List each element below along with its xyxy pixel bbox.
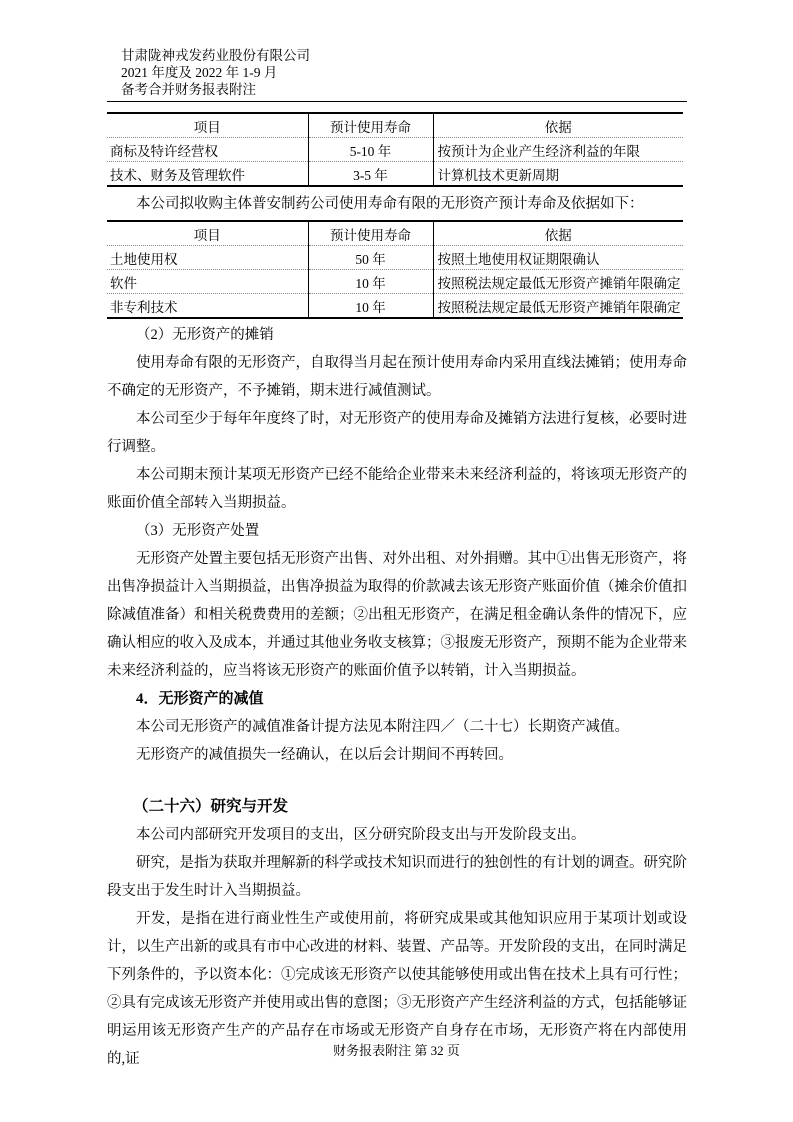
- cell-life: 3-5 年: [308, 162, 433, 187]
- amortization-writeoff-paragraph: 本公司期末预计某项无形资产已经不能给企业带来未来经济利益的，将该项无形资产的账面价值全部转入当期损益。: [107, 467, 687, 511]
- table-header-row: [107, 113, 683, 138]
- rd-intro-paragraph: 本公司内部研究开发项目的支出，区分研究阶段支出与开发阶段支出。: [136, 827, 586, 843]
- report-period: 2021 年度及 2022 年 1-9 月: [121, 65, 278, 80]
- table-header-row: [107, 221, 683, 246]
- impairment-method-paragraph: 本公司无形资产的减值准备计提方法见本附注四／（二十七）长期资产减值。: [136, 719, 629, 735]
- cell-basis: 按照土地使用权证期限确认: [433, 246, 683, 270]
- cell-item: 软件: [107, 270, 308, 294]
- disposal-paragraph: 无形资产处置主要包括无形资产出售、对外出租、对外捐赠。其中①出售无形资产，将出售净损益计入当期损益，出售净损益为取得的价款减去该无形资产账面价值（摊余价值扣除减值准备）和相关税费费用的差额；②出租无形资产，在满足租金确认条件的情况下，应确认相应的收入及成本，并通过其他业务收支核算；③报废无形资产，预期不能为企业带来未来经济利益的，应当将该无形资产的账面价值予以转销，计入当期损益。: [107, 551, 687, 679]
- disposal-subheading: （3）无形资产处置: [136, 523, 260, 539]
- page-footer: 财务报表附注 第 32 页: [333, 1043, 460, 1058]
- cell-basis: 按预计为企业产生经济利益的年限: [433, 138, 683, 162]
- impairment-heading: 4．无形资产的减值: [136, 691, 264, 707]
- research-paragraph: 研究，是指为获取并理解新的科学或技术知识而进行的独创性的有计划的调查。研究阶段支出于发生时计入当期损益。: [107, 855, 687, 899]
- cell-item: 技术、财务及管理软件: [110, 167, 245, 183]
- table-row: [107, 138, 683, 162]
- cell-life: 50 年: [308, 246, 433, 270]
- table-row: [107, 270, 683, 294]
- column-header-life: 预计使用寿命: [308, 221, 433, 246]
- acquiree-intro-paragraph: 本公司拟收购主体普安制药公司使用寿命有限的无形资产预计寿命及依据如下：: [136, 196, 644, 212]
- cell-basis: 按照税法规定最低无形资产摊销年限确定: [433, 294, 683, 319]
- useful-life-table: [107, 112, 683, 187]
- cell-item: 土地使用权: [107, 246, 308, 270]
- company-name: 甘肃陇神戎发药业股份有限公司: [121, 48, 310, 63]
- amortization-subheading: （2）无形资产的摊销: [136, 327, 274, 343]
- column-header-basis: 依据: [433, 113, 683, 138]
- table-row: [107, 162, 683, 187]
- development-paragraph: 开发，是指在进行商业性生产或使用前，将研究成果或其他知识应用于某项计划或设计，以生产出新的或具有市中心改进的材料、装置、产品等。开发阶段的支出，在同时满足下列条件的，予以资本化：①完成该无形资产以使其能够使用或出售在技术上具有可行性；②具有完成该无形资产并使用或出售的意图；③无形资产产生经济利益的方式，包括能够证明运用该无形资产生产的产品存在市场或无形资产自身存在市场，无形资产将在内部使用的,证: [107, 911, 687, 1067]
- header-rule: [107, 101, 687, 102]
- cell-life: 5-10 年: [308, 138, 433, 162]
- cell-life: 10 年: [308, 270, 433, 294]
- amortization-review-paragraph: 本公司至少于每年年度终了时，对无形资产的使用寿命及摊销方法进行复核，必要时进行调整。: [107, 411, 687, 455]
- column-header-item: 项目: [107, 113, 308, 138]
- cell-life: 10 年: [308, 294, 433, 319]
- table-row: [107, 294, 683, 319]
- body-text: [107, 321, 687, 1073]
- table-row: [107, 246, 683, 270]
- column-header-life: 预计使用寿命: [308, 113, 433, 138]
- impairment-loss-paragraph: 无形资产的减值损失一经确认，在以后会计期间不再转回。: [136, 747, 513, 763]
- document-header: [107, 47, 687, 98]
- column-header-basis: 依据: [433, 221, 683, 246]
- column-header-item: 项目: [107, 221, 308, 246]
- acquiree-useful-life-table: [107, 220, 683, 319]
- rd-section-heading: （二十六）研究与开发: [133, 798, 289, 815]
- cell-basis: 按照税法规定最低无形资产摊销年限确定: [433, 270, 683, 294]
- cell-item: 商标及特许经营权: [107, 138, 308, 162]
- cell-basis: 计算机技术更新周期: [433, 162, 683, 187]
- doc-title: 备考合并财务报表附注: [121, 82, 256, 97]
- page-content: [107, 47, 687, 1073]
- cell-item: 非专利技术: [110, 299, 178, 315]
- amortization-paragraph: 使用寿命有限的无形资产，自取得当月起在预计使用寿命内采用直线法摊销；使用寿命不确定的无形资产，不予摊销，期末进行减值测试。: [107, 355, 687, 399]
